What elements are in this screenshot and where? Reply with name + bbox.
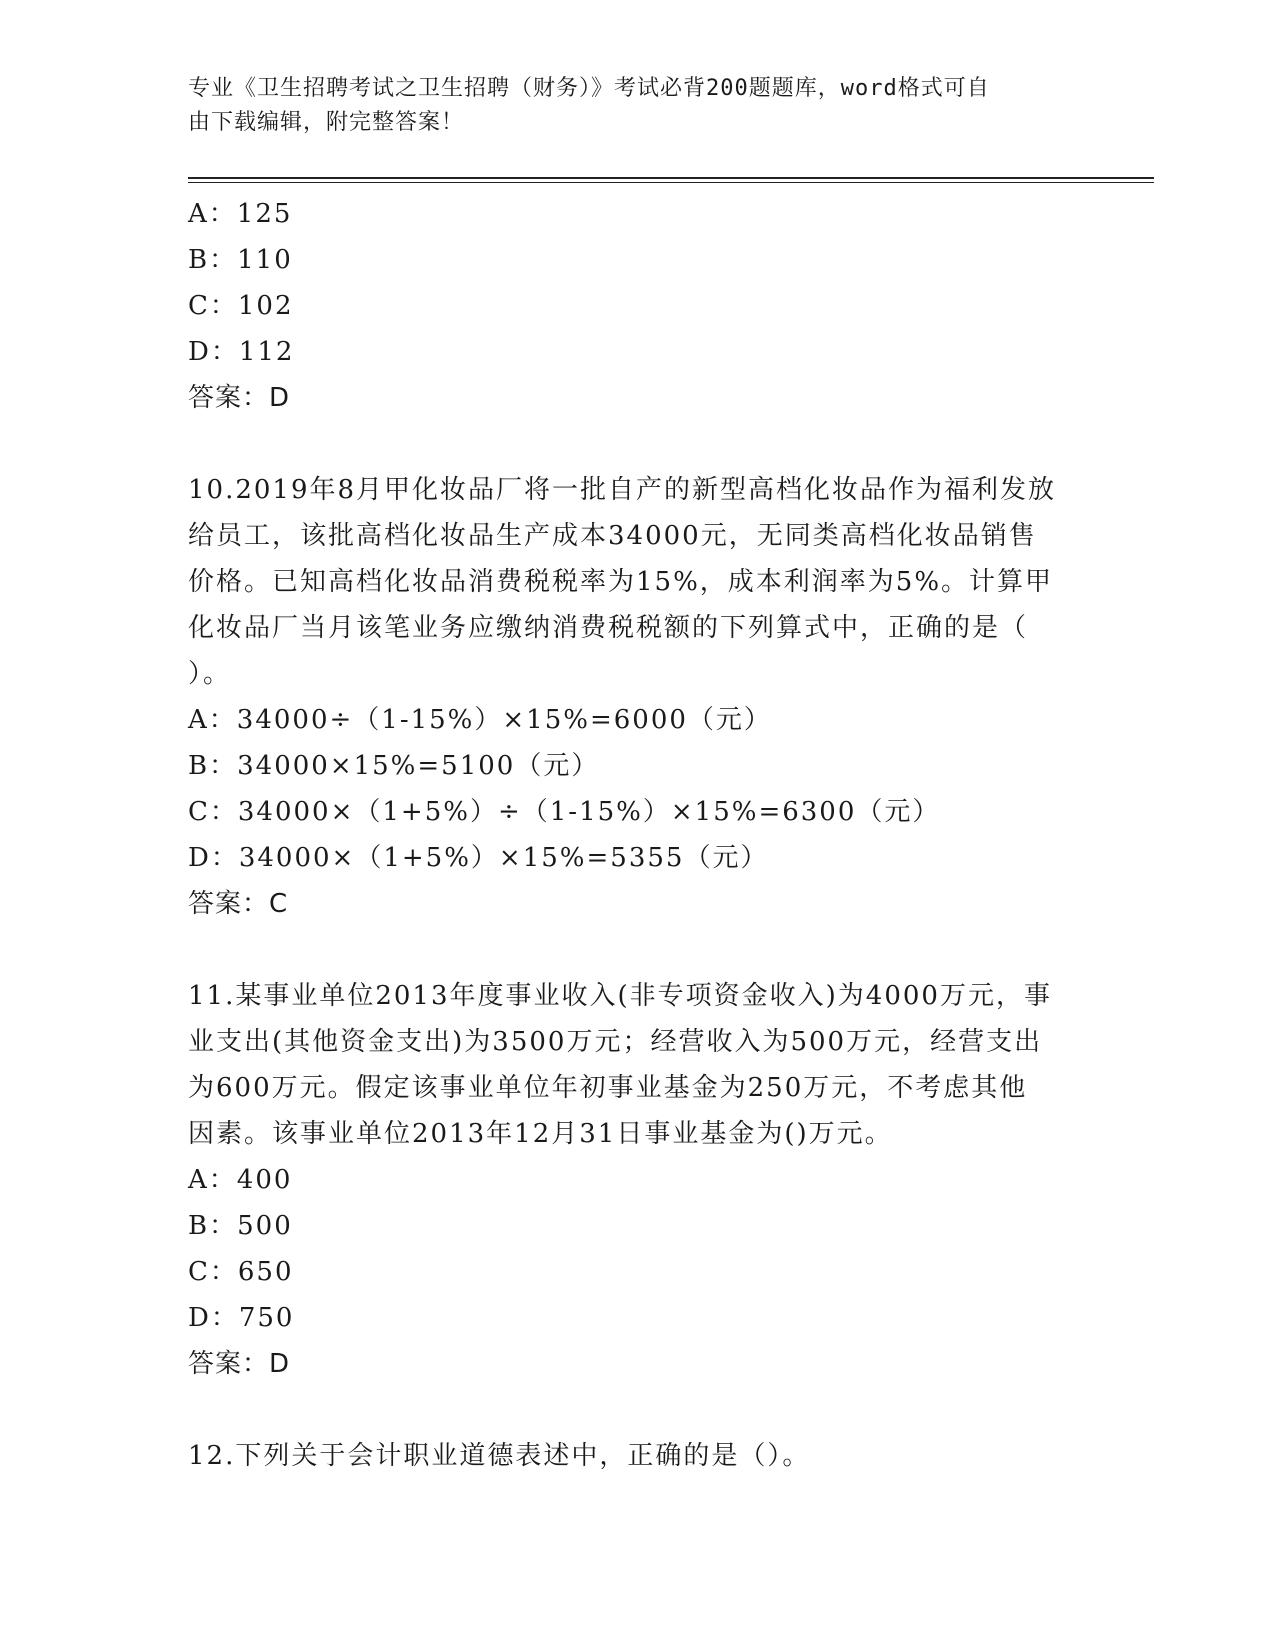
option-c: C：34000×（1+5%）÷（1-15%）×15%=6300（元） (188, 797, 941, 827)
question-text-line: 11.某事业单位2013年度事业收入(非专项资金收入)为4000万元，事 (188, 981, 1052, 1011)
header-rule-thick (188, 177, 1154, 179)
question-text-line: 为600万元。假定该事业单位年初事业基金为250万元，不考虑其他 (188, 1073, 1028, 1103)
option-a: A：34000÷（1-15%）×15%=6000（元） (188, 705, 772, 735)
question-text-line: 因素。该事业单位2013年12月31日事业基金为()万元。 (188, 1119, 893, 1149)
header-rule-thin (188, 182, 1154, 183)
option-b: B：500 (188, 1211, 293, 1241)
question-11 (188, 973, 1088, 1387)
option-b: B：110 (188, 245, 293, 275)
document-header (188, 72, 1068, 140)
spacer (188, 927, 1088, 973)
option-d: D：34000×（1+5%）×15%=5355（元） (188, 843, 769, 873)
answer-line: 答案：C (188, 889, 289, 919)
question-9 (188, 191, 1088, 421)
option-d: D：750 (188, 1303, 295, 1333)
option-d: D：112 (188, 337, 295, 367)
question-text-line: 10.2019年8月甲化妆品厂将一批自产的新型高档化妆品作为福利发放 (188, 475, 1057, 505)
spacer (188, 421, 1088, 467)
option-c: C：102 (188, 291, 294, 321)
option-c: C：650 (188, 1257, 294, 1287)
question-text-line: ）。 (188, 659, 232, 689)
spacer (188, 1387, 1088, 1433)
header-line-2: 由下载编辑，附完整答案！ (188, 110, 465, 135)
question-text-line: 价格。已知高档化妆品消费税税率为15%，成本利润率为5%。计算甲 (188, 567, 1054, 597)
document-body (188, 191, 1088, 1479)
question-10 (188, 467, 1088, 927)
question-text-line: 12.下列关于会计职业道德表述中，正确的是（）。 (188, 1441, 811, 1471)
option-b: B：34000×15%=5100（元） (188, 751, 600, 781)
answer-line: 答案：D (188, 1349, 291, 1379)
answer-line: 答案：D (188, 383, 291, 413)
option-a: A：125 (188, 199, 293, 229)
question-text-line: 化妆品厂当月该笔业务应缴纳消费税税额的下列算式中，正确的是（ (188, 613, 1029, 643)
question-text-line: 业支出(其他资金支出)为3500万元；经营收入为500万元，经营支出 (188, 1027, 1043, 1057)
question-text-line: 给员工，该批高档化妆品生产成本34000元，无同类高档化妆品销售 (188, 521, 1037, 551)
option-a: A：400 (188, 1165, 293, 1195)
question-12 (188, 1433, 1088, 1479)
header-line-1: 专业《卫生招聘考试之卫生招聘（财务）》考试必背200题题库，word格式可自 (188, 76, 990, 101)
